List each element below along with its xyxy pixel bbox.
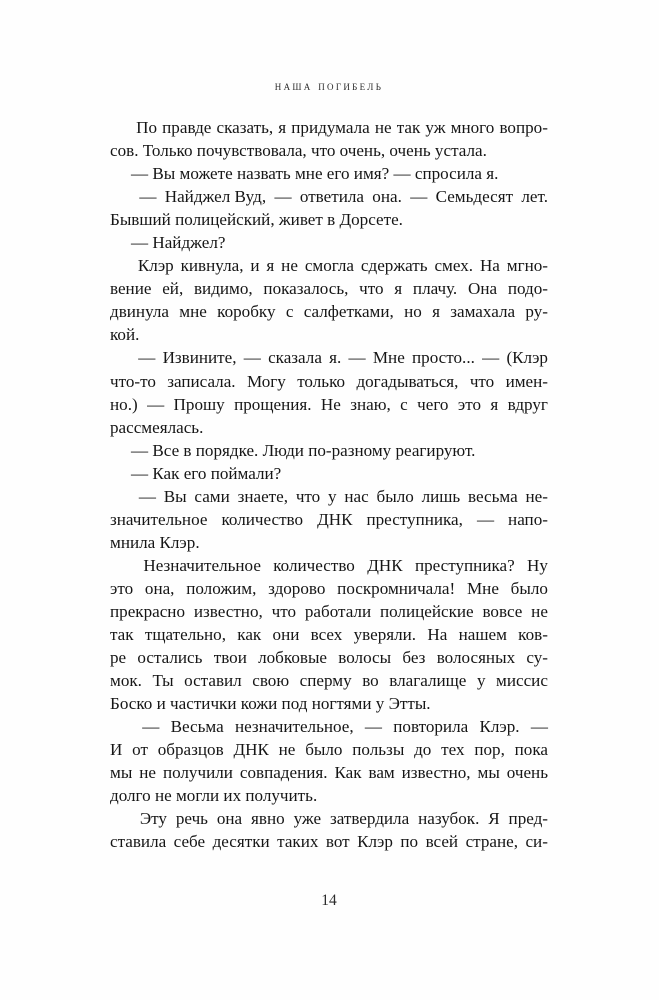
text-line (110, 254, 548, 277)
text-line: — Как его поймали? (131, 463, 282, 483)
text-token: по (400, 832, 419, 852)
paragraph-indent (110, 185, 131, 208)
text-token: Мне (372, 348, 405, 368)
text-token: вдруг (507, 394, 548, 414)
text-token: десятки (212, 832, 270, 852)
text-token: су- (526, 648, 548, 668)
paragraph-indent (110, 485, 131, 508)
text-token: сами (194, 486, 230, 506)
text-line (110, 761, 548, 784)
text-token: много (450, 118, 495, 137)
text-token: (Клэр (506, 348, 548, 368)
text-token: с (285, 302, 294, 322)
text-token: я (266, 256, 275, 276)
text-token: мне (179, 302, 207, 322)
text-token: уже (293, 809, 322, 829)
text-token: показалось, (263, 279, 349, 299)
text-token: Вы (163, 486, 187, 506)
text-token: я (490, 394, 499, 414)
text-token: Найджел Вуд, (164, 187, 267, 207)
text-token: миссис (496, 671, 548, 691)
text-token: подо- (507, 279, 548, 299)
text-token: не (139, 763, 156, 783)
paragraph-indent (110, 346, 131, 369)
text-token: было (376, 486, 414, 506)
text-token: я (394, 279, 403, 299)
text-token: и (250, 256, 260, 276)
text-token: что (295, 486, 321, 506)
text-token: не (374, 118, 392, 137)
text-line (110, 116, 548, 139)
text-token: не (278, 740, 296, 760)
text-token: я (278, 118, 287, 137)
text-token: я. (329, 348, 342, 368)
text-token: это (110, 578, 134, 598)
text-token: мгно- (506, 256, 548, 276)
text-token: прощения. (234, 394, 312, 414)
text-token: тех (441, 740, 465, 760)
text-line (110, 646, 548, 669)
text-token: чего (417, 394, 449, 414)
text-token: положим, (186, 578, 257, 598)
text-token: — (142, 717, 160, 737)
text-line (110, 807, 548, 830)
text-token: Эту (139, 809, 167, 829)
text-token: оставил (184, 671, 242, 691)
text-token: уверяли. (353, 625, 417, 645)
text-token: волосяных (436, 648, 516, 668)
text-token: смогла (304, 256, 355, 276)
body-text (110, 116, 548, 854)
text-token: сперму (299, 671, 352, 691)
text-token: не (531, 601, 548, 621)
text-token: — (410, 187, 428, 207)
text-token: это (457, 394, 482, 414)
text-token: что-то (110, 371, 156, 391)
text-token: пока (514, 740, 548, 760)
text-line (110, 277, 548, 300)
text-token: знаю, (350, 394, 391, 414)
text-token: повторила (393, 717, 469, 737)
text-token: ру- (525, 302, 548, 322)
text-token: полицейские (379, 601, 474, 621)
text-token: лет. (521, 187, 548, 207)
text-token: незначительное, (234, 717, 354, 737)
text-token: мы (110, 763, 133, 783)
text-token: пред- (508, 809, 548, 829)
text-token: — (482, 348, 500, 368)
running-head: наша погибель (274, 78, 384, 93)
text-line: кой. (110, 325, 140, 345)
text-token: речь (175, 809, 208, 829)
text-line (110, 669, 548, 692)
text-token: у (476, 671, 486, 691)
text-token: ДНК (233, 740, 269, 760)
text-token: стране, (465, 832, 518, 852)
paragraph-indent (110, 554, 131, 577)
text-token: что (359, 279, 384, 299)
text-token: количество (221, 509, 304, 529)
text-token: с (400, 394, 408, 414)
text-token: правде (162, 118, 212, 137)
text-line (110, 185, 548, 208)
text-token: — (348, 348, 366, 368)
text-token: было (305, 740, 343, 760)
text-token: Весьма (170, 717, 224, 737)
text-token: от (132, 740, 148, 760)
text-token: вение (110, 279, 152, 299)
text-token: поскромничала! (337, 578, 456, 598)
text-token: — (530, 717, 548, 737)
text-token: у (328, 486, 337, 506)
text-token: Ну (527, 555, 548, 575)
text-token: не- (525, 486, 548, 506)
text-token: себе (173, 832, 206, 852)
text-token: Клэр (357, 832, 393, 852)
text-token: значительное (110, 509, 208, 529)
text-token: замахала (450, 302, 516, 322)
text-token: без (402, 648, 426, 668)
text-token: преступника, (366, 509, 463, 529)
text-token: таких (277, 832, 319, 852)
text-token: сказать, (216, 118, 274, 137)
text-token: лишь (421, 486, 461, 506)
text-token: знаете, (237, 486, 288, 506)
text-token: волосы (338, 648, 392, 668)
text-token: известно, (193, 601, 263, 621)
text-token: твои (213, 648, 247, 668)
text-line: сов. Только почувствовала, что очень, очень устала. (110, 141, 487, 161)
text-line (110, 346, 548, 369)
text-token: так (110, 625, 134, 645)
text-token: вовсе (482, 601, 523, 621)
paragraph-indent (110, 254, 131, 277)
text-token: Незначительное (143, 555, 261, 575)
text-token: мок. (110, 671, 142, 691)
text-token: нас (344, 486, 369, 506)
text-token: ей, (162, 279, 184, 299)
text-line (110, 577, 548, 600)
text-token: она, (144, 578, 175, 598)
text-token: я (432, 302, 440, 322)
text-token: влагалище (389, 671, 467, 691)
text-line: рассмеялась. (110, 417, 204, 437)
text-token: вот (325, 832, 350, 852)
text-line: Боско и частички кожи под ногтями у Этты. (110, 694, 431, 714)
text-token: — (139, 187, 157, 207)
text-token: только (297, 371, 346, 391)
text-line (110, 830, 548, 853)
text-token: Она (467, 279, 498, 299)
text-token: ставила (110, 832, 167, 852)
text-token: догадываться, (356, 371, 459, 391)
text-token: коробку (217, 302, 276, 322)
text-token: плачу. (412, 279, 458, 299)
text-token: лобковые (258, 648, 328, 668)
text-line (110, 715, 548, 738)
text-token: смех. (434, 256, 474, 276)
text-token: Я (488, 809, 500, 829)
text-token: преступника? (414, 555, 515, 575)
text-token: они (272, 625, 300, 645)
text-token: вопро- (499, 118, 548, 137)
text-token: прекрасно (110, 601, 186, 621)
text-token: Не (320, 394, 341, 414)
text-token: образцов (157, 740, 224, 760)
text-token: сдержать (360, 256, 428, 276)
text-token: Ты (152, 671, 174, 691)
text-token: очень (506, 763, 548, 783)
text-token: не (281, 256, 298, 276)
text-token: ДНК (367, 555, 403, 575)
text-line (110, 554, 548, 577)
text-token: сказала (268, 348, 322, 368)
text-token: остались (137, 648, 203, 668)
text-token: уж (425, 118, 446, 137)
text-token: — (138, 486, 156, 506)
text-line: мнила Клэр. (110, 532, 200, 552)
text-token: салфетками, (303, 302, 394, 322)
text-token: пользы (352, 740, 405, 760)
text-line (110, 300, 548, 323)
text-token: Семьдесят (435, 187, 514, 207)
text-token: мы (477, 763, 500, 783)
text-token: Извините, (162, 348, 237, 368)
text-token: здорово (268, 578, 326, 598)
text-token: имен- (505, 371, 548, 391)
text-token: явно (251, 809, 285, 829)
text-line: долго не могли их получить. (110, 786, 318, 806)
text-line (110, 738, 548, 761)
text-token: По (136, 118, 158, 137)
text-token: Как (334, 763, 362, 783)
text-line (110, 600, 548, 623)
text-token: ков- (518, 625, 548, 645)
text-token: получили (162, 763, 233, 783)
text-token: было (510, 578, 548, 598)
text-token: нашем (458, 625, 507, 645)
text-token: количество (273, 555, 355, 575)
text-token: На (427, 625, 448, 645)
text-token: весьма (468, 486, 518, 506)
text-line: Бывший полицейский, живет в Дорсете. (110, 210, 403, 230)
text-token: свою (252, 671, 290, 691)
text-token: придумала (291, 118, 370, 137)
text-token: Могу (246, 371, 286, 391)
text-token: кивнула, (180, 256, 244, 276)
text-token: Прошу (173, 394, 225, 414)
text-token: ДНК (317, 509, 353, 529)
text-line: — Вы можете назвать мне его имя? — спросила я. (131, 164, 499, 184)
text-token: Мне (466, 578, 499, 598)
text-token: как (237, 625, 262, 645)
text-token: — (147, 394, 165, 414)
text-token: — (138, 348, 156, 368)
text-token: всех (310, 625, 343, 645)
text-token: ответила (299, 187, 364, 207)
text-token: — (364, 717, 382, 737)
text-line (110, 485, 548, 508)
text-token: видимо, (193, 279, 253, 299)
text-token: до (414, 740, 432, 760)
text-token: вам (368, 763, 395, 783)
page-number: 14 (321, 892, 337, 909)
text-token: — (243, 348, 261, 368)
text-token: она (216, 809, 243, 829)
text-token: си- (525, 832, 548, 852)
text-token: двинула (110, 302, 169, 322)
paragraph-indent (110, 715, 131, 738)
text-token: пор, (474, 740, 505, 760)
text-token: работали (304, 601, 372, 621)
text-token: так (396, 118, 421, 137)
text-token: во (362, 671, 379, 691)
text-line (110, 623, 548, 646)
paragraph-indent (110, 116, 131, 139)
text-token: она. (372, 187, 402, 207)
text-line (110, 370, 548, 393)
text-token: всей (425, 832, 459, 852)
text-line (110, 508, 548, 531)
text-line: — Все в порядке. Люди по-разному реагируют. (131, 440, 476, 460)
text-token: просто... (412, 348, 475, 368)
text-token: но (404, 302, 422, 322)
text-token: известно, (401, 763, 471, 783)
text-token: назубок. (418, 809, 480, 829)
text-token: тщательно, (144, 625, 226, 645)
text-token: — (476, 509, 495, 529)
text-token: затвердила (329, 809, 410, 829)
text-token: но.) (110, 394, 138, 414)
text-token: Клэр. (479, 717, 520, 737)
text-line (110, 393, 548, 416)
text-token: И (110, 740, 123, 760)
text-token: ре (110, 648, 127, 668)
text-token: записала. (167, 371, 236, 391)
text-token: совпадения. (239, 763, 328, 783)
text-token: — (274, 187, 292, 207)
text-line: — Найджел? (131, 233, 226, 253)
text-token: Клэр (137, 256, 174, 276)
paragraph-indent (110, 807, 131, 830)
text-token: напо- (508, 509, 548, 529)
text-token: На (479, 256, 500, 276)
text-token: что (271, 601, 297, 621)
text-token: что (469, 371, 495, 391)
